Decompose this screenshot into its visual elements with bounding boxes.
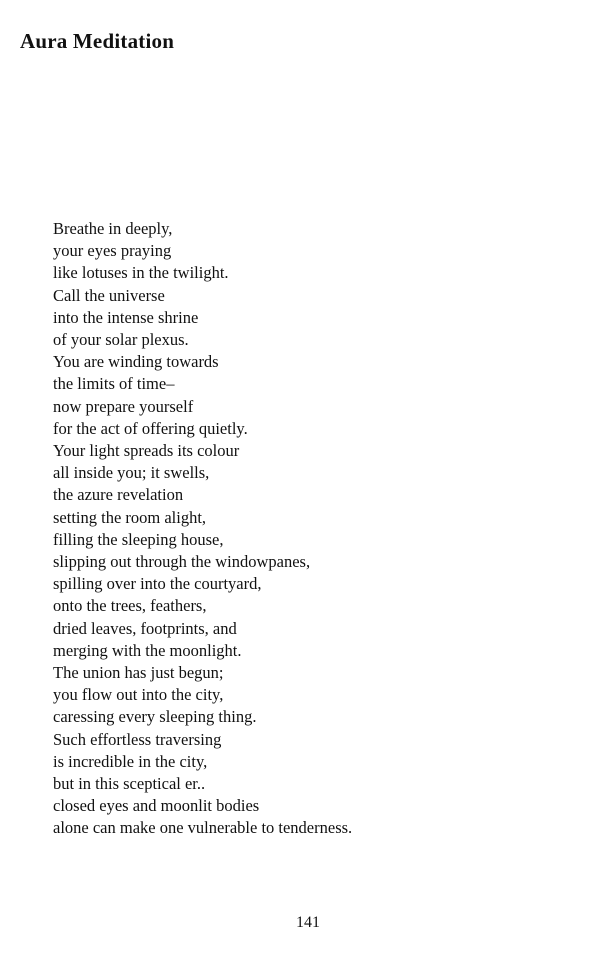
poem-line: You are winding towards	[53, 352, 219, 372]
poem-line: closed eyes and moonlit bodies	[53, 796, 260, 816]
poem-line: merging with the moonlight.	[53, 640, 242, 660]
poem-line: filling the sleeping house,	[53, 529, 224, 549]
poem-line: setting the room alight,	[53, 507, 207, 527]
poem-line: Such effortless traversing	[53, 729, 222, 749]
poem-line: now prepare yourself	[53, 396, 194, 416]
poem-line: like lotuses in the twilight.	[53, 263, 229, 283]
poem-line: spilling over into the courtyard,	[53, 574, 262, 594]
page-title: Aura Meditation	[20, 29, 175, 53]
poem-line: the azure revelation	[53, 485, 184, 505]
poem-line: The union has just begun;	[53, 663, 224, 683]
poem-line: is incredible in the city,	[53, 751, 208, 771]
poem-line: you flow out into the city,	[53, 685, 224, 705]
poem-line: onto the trees, feathers,	[53, 596, 207, 616]
poem-line: slipping out through the windowpanes,	[53, 552, 311, 572]
poem-line: Breathe in deeply,	[53, 219, 173, 238]
poem-line: the limits of time–	[53, 374, 175, 394]
poem-line: for the act of offering quietly.	[53, 418, 248, 438]
poem-line: all inside you; it swells,	[53, 463, 210, 483]
poem-line: into the intense shrine	[53, 307, 199, 327]
poem-line: of your solar plexus.	[53, 330, 189, 350]
poem-line: dried leaves, footprints, and	[53, 618, 237, 638]
poem-line: Call the universe	[53, 285, 165, 305]
poem-line: but in this sceptical er..	[53, 774, 206, 794]
poem-line: Your light spreads its colour	[53, 441, 240, 461]
poem-line: alone can make one vulnerable to tenderness.	[53, 818, 353, 838]
poem-body	[53, 218, 352, 840]
poem-line: caressing every sleeping thing.	[53, 707, 257, 727]
page-number: 141	[296, 914, 320, 931]
poem-line: your eyes praying	[53, 241, 172, 261]
